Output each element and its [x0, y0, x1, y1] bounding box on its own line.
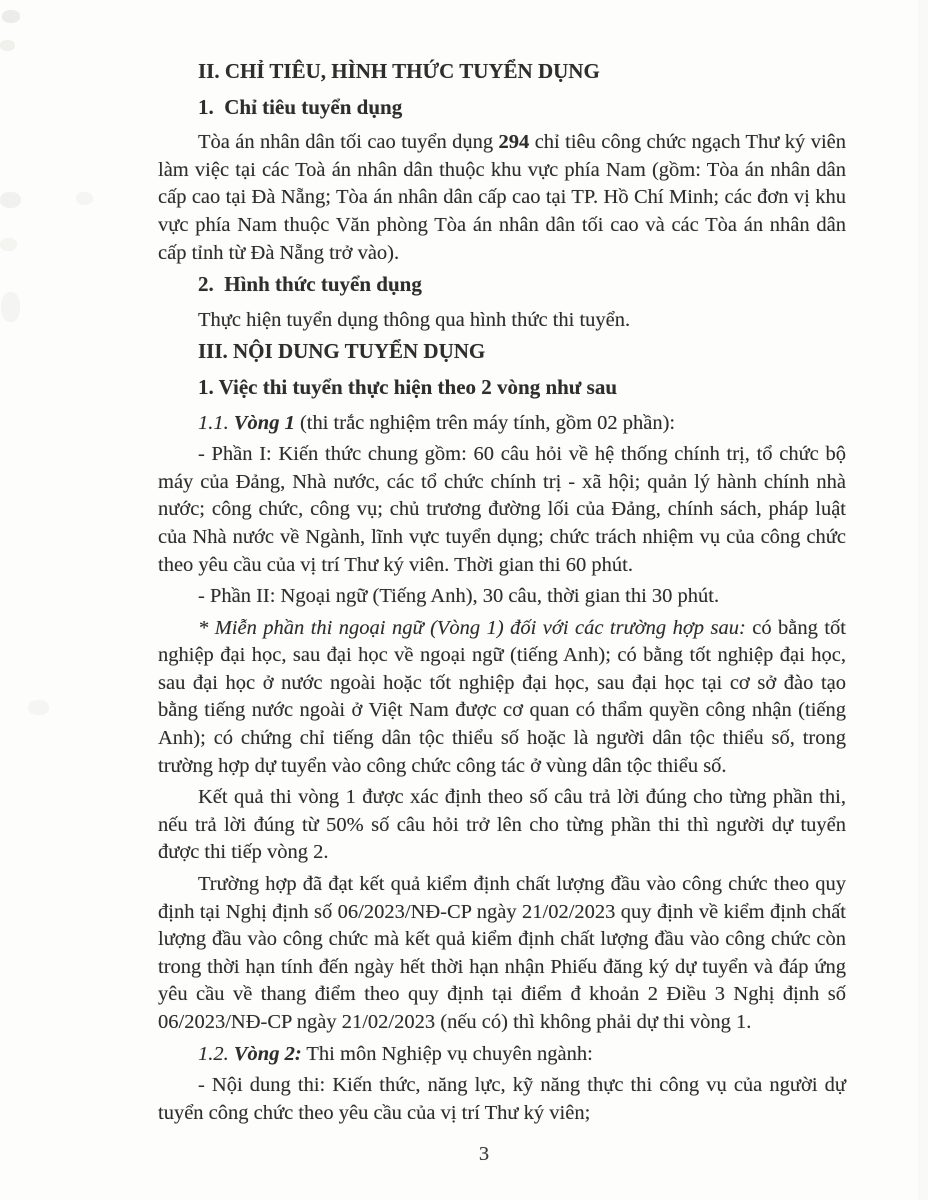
scan-artifact — [0, 40, 15, 51]
scan-edge-shading — [918, 0, 928, 1200]
text-run: - Nội dung thi: Kiến thức, năng lực, kỹ năng thực thi công vụ của người dự tuyển công chức theo yêu cầu của vị trí Thư ký viên; — [158, 1074, 846, 1124]
text-run: Trường hợp đã đạt kết quả kiểm định chất lượng đầu vào công chức theo quy định tại Nghị định số 06/2023/NĐ-CP ngày 21/02/2023 quy định về kiểm định chất lượng đầu vào công chức mà kết quả kiểm định chất lượng đầu vào công chức còn trong thời hạn tính đến ngày hết thời hạn nhận Phiếu đăng ký dự tuyển và đáp ứng yêu cầu về thang điểm theo quy định tại điểm đ khoản 2 Điều 3 Nghị định số 06/2023/NĐ-CP ngày 21/02/2023 (nếu có) thì không phải dự thi vòng 1. — [158, 873, 846, 1033]
section-heading — [158, 94, 846, 122]
text-run: 1. Việc thi tuyển thực hiện theo 2 vòng như sau — [198, 374, 618, 399]
scan-artifact — [28, 700, 49, 715]
text-run: 1. Chỉ tiêu tuyển dụng — [198, 94, 403, 119]
section-heading — [158, 338, 846, 366]
paragraph — [158, 410, 846, 438]
paragraph — [158, 1072, 846, 1127]
section-heading — [158, 374, 846, 402]
paragraph — [158, 307, 846, 335]
paragraph — [158, 871, 846, 1037]
paragraph — [158, 441, 846, 579]
text-run: 1.2. — [198, 1042, 234, 1065]
scan-artifact — [2, 10, 20, 23]
text-run: III. NỘI DUNG TUYỂN DỤNG — [198, 339, 486, 364]
text-run: Vòng 2: — [233, 1042, 302, 1065]
scan-artifact — [0, 238, 17, 251]
text-run: Thực hiện tuyển dụng thông qua hình thức thi tuyển. — [198, 308, 631, 331]
document-body — [158, 58, 846, 1131]
paragraph — [158, 583, 846, 611]
section-heading — [158, 58, 846, 86]
text-run: chỉ tiêu công chức ngạch Thư ký viên làm việc tại các Toà án nhân dân thuộc khu vực phía Nam (gồm: Tòa án nhân dân cấp cao tại Đà Nẵng; Tòa án nhân dân cấp cao tại TP. Hồ Chí Minh; các đơn vị khu vực phía Nam thuộc Văn phòng Tòa án nhân dân tối cao và các Tòa án nhân dân cấp tỉnh từ Đà Nẵng trở vào). — [158, 131, 846, 264]
scan-artifact — [1, 292, 20, 322]
text-run: Kết quả thi vòng 1 được xác định theo số câu trả lời đúng cho từng phần thi, nếu trả lời đúng từ 50% số câu hỏi trở lên cho từng phần thi thì người dự tuyển được thi tiếp vòng 2. — [158, 786, 846, 864]
text-run: - Phần II: Ngoại ngữ (Tiếng Anh), 30 câu, thời gian thi 30 phút. — [198, 585, 720, 608]
section-heading — [158, 271, 846, 299]
text-run: 1.1. — [198, 411, 234, 434]
text-run: II. CHỈ TIÊU, HÌNH THỨC TUYỂN DỤNG — [198, 59, 600, 83]
paragraph — [158, 1041, 846, 1069]
paragraph — [158, 615, 846, 781]
scan-artifact — [0, 192, 21, 208]
text-run: (thi trắc nghiệm trên máy tính, gồm 02 phần): — [294, 411, 676, 434]
scan-artifact — [76, 192, 93, 205]
text-run: Tòa án nhân dân tối cao tuyển dụng — [198, 131, 499, 154]
text-run: * Miễn phần thi ngoại ngữ (Vòng 1) đối với các trường hợp sau: — [198, 616, 746, 639]
text-run: có bằng tốt nghiệp đại học, sau đại học về ngoại ngữ (tiếng Anh); có bằng tốt nghiệp đại học, sau đại học ở nước ngoài hoặc tốt nghiệp đại học, sau đại học tại cơ sở đào tạo bằng tiếng nước ngoài ở Việt Nam được cơ quan có thẩm quyền công nhận (tiếng Anh); có chứng chỉ tiếng dân tộc thiểu số hoặc là người dân tộc thiểu số, trong trường hợp dự tuyển vào công chức công tác ở vùng dân tộc thiểu số. — [158, 616, 846, 777]
text-run: Vòng 1 — [233, 411, 295, 434]
text-run: Thi môn Nghiệp vụ chuyên ngành: — [301, 1042, 593, 1065]
page-number: 3 — [478, 1143, 490, 1165]
paragraph — [158, 129, 846, 267]
paragraph — [158, 784, 846, 867]
text-run: 294 — [498, 131, 530, 154]
text-run: 2. Hình thức tuyển dụng — [198, 272, 422, 297]
text-run: - Phần I: Kiến thức chung gồm: 60 câu hỏi về hệ thống chính trị, tổ chức bộ máy của Đảng, Nhà nước, các tổ chức chính trị - xã hội; quản lý hành chính nhà nước; công chức, công vụ; chủ trương đường lối của Đảng, chính sách, pháp luật của Nhà nước về Ngành, lĩnh vực tuyển dụng; chức trách nhiệm vụ của công chức theo yêu cầu của vị trí Thư ký viên. Thời gian thi 60 phút. — [158, 443, 846, 576]
